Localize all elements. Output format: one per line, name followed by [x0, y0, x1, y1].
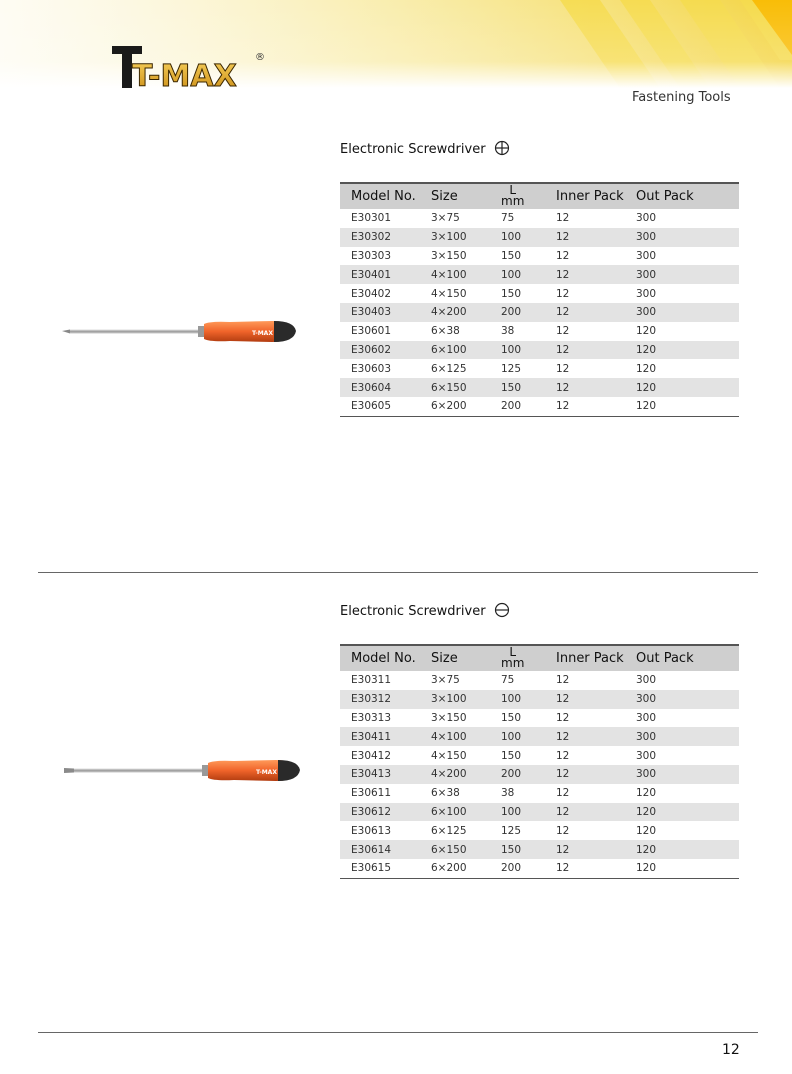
table-row [340, 378, 739, 397]
cell-size: 6×38 [431, 325, 460, 338]
slotted-icon [494, 602, 510, 618]
cell-inner: 12 [556, 212, 570, 225]
cell-model: E30412 [351, 749, 392, 762]
cell-size: 6×100 [431, 341, 501, 360]
cell-model: E30601 [351, 325, 392, 338]
table-row [340, 397, 739, 416]
cell-out: 300 [636, 765, 739, 784]
cell-inner: 12 [556, 824, 570, 837]
cell-length: 150 [501, 840, 556, 859]
table-row [340, 859, 739, 878]
cell-length: 100 [501, 690, 556, 709]
section-title-slotted: Electronic Screwdriver [340, 602, 510, 619]
cell-model: E30613 [351, 824, 392, 837]
table-row [340, 840, 739, 859]
cell-length: 200 [501, 859, 556, 878]
cell-inner: 12 [556, 803, 636, 822]
cell-size: 4×150 [431, 287, 467, 300]
col-inner: Inner Pack [556, 183, 636, 209]
table-row [340, 265, 739, 284]
table-row [340, 765, 739, 784]
slotted-screwdriver-image [62, 757, 307, 787]
cell-out: 300 [636, 228, 739, 247]
cell-inner: 12 [556, 287, 570, 300]
table-row [340, 322, 739, 341]
cell-model: E30611 [351, 787, 392, 800]
svg-text:T-MAX: T-MAX [252, 330, 273, 337]
cell-inner: 12 [556, 228, 636, 247]
col-model: Model No. [340, 183, 431, 209]
cell-size: 6×125 [431, 824, 467, 837]
spec-table-phillips [340, 182, 739, 417]
cell-inner: 12 [556, 711, 570, 724]
table-row [340, 746, 739, 765]
cell-length: 100 [501, 727, 556, 746]
cell-inner: 12 [556, 840, 636, 859]
cell-model: E30411 [340, 727, 431, 746]
svg-text:®: ® [255, 52, 265, 63]
table-row [340, 247, 739, 266]
cell-size: 4×100 [431, 727, 501, 746]
cell-size: 6×150 [431, 378, 501, 397]
cell-out: 300 [636, 690, 739, 709]
cell-size: 6×150 [431, 840, 501, 859]
cell-inner: 12 [556, 674, 570, 687]
cell-inner: 12 [556, 362, 570, 375]
cell-size: 4×100 [431, 265, 501, 284]
table-row [340, 671, 739, 690]
cell-out: 300 [636, 265, 739, 284]
cell-model: E30311 [351, 674, 392, 687]
cell-out: 120 [636, 803, 739, 822]
cell-model: E30402 [351, 287, 392, 300]
cell-size: 6×200 [431, 859, 501, 878]
table-row [340, 303, 739, 322]
cell-size: 4×150 [431, 749, 467, 762]
cell-model: E30612 [340, 803, 431, 822]
cell-inner: 12 [556, 859, 636, 878]
cell-out: 120 [636, 378, 739, 397]
cell-inner: 12 [556, 765, 636, 784]
col-length: L mm [501, 645, 556, 671]
cell-model: E30403 [340, 303, 431, 322]
cell-length: 100 [501, 265, 556, 284]
cell-inner: 12 [556, 397, 636, 416]
cell-out: 120 [636, 840, 739, 859]
cell-model: E30413 [340, 765, 431, 784]
footer-rule [38, 1032, 758, 1033]
cell-out: 120 [636, 859, 739, 878]
cell-length: 38 [501, 787, 515, 800]
col-length: L mm [501, 183, 556, 209]
cell-length: 100 [501, 341, 556, 360]
col-out: Out Pack [636, 645, 739, 671]
cell-inner: 12 [556, 749, 570, 762]
cell-inner: 12 [556, 727, 636, 746]
cell-model: E30615 [340, 859, 431, 878]
table-row [340, 784, 739, 803]
cell-model: E30303 [351, 249, 392, 262]
section-divider [38, 572, 758, 573]
cell-model: E30602 [340, 341, 431, 360]
phillips-icon [494, 140, 510, 156]
cell-length: 200 [501, 765, 556, 784]
cell-length: 75 [501, 674, 515, 687]
cell-out: 120 [636, 824, 657, 837]
cell-length: 150 [501, 749, 522, 762]
cell-length: 150 [501, 249, 522, 262]
phillips-screwdriver-image [60, 318, 305, 348]
cell-inner: 12 [556, 341, 636, 360]
cell-out: 300 [636, 711, 657, 724]
cell-out: 300 [636, 749, 657, 762]
svg-text:T-MAX: T-MAX [132, 59, 237, 92]
cell-inner: 12 [556, 249, 570, 262]
cell-inner: 12 [556, 690, 636, 709]
cell-model: E30401 [340, 265, 431, 284]
cell-inner: 12 [556, 265, 636, 284]
cell-length: 125 [501, 824, 522, 837]
table-row [340, 341, 739, 360]
cell-out: 300 [636, 303, 739, 322]
cell-length: 200 [501, 303, 556, 322]
col-size: Size [431, 645, 501, 671]
cell-model: E30605 [340, 397, 431, 416]
tmax-logo [112, 44, 272, 92]
cell-model: E30302 [340, 228, 431, 247]
table-header [340, 645, 739, 671]
table-row [340, 821, 739, 840]
cell-length: 100 [501, 228, 556, 247]
cell-out: 120 [636, 787, 657, 800]
cell-out: 120 [636, 397, 739, 416]
cell-size: 4×200 [431, 303, 501, 322]
cell-length: 150 [501, 378, 556, 397]
cell-size: 3×100 [431, 690, 501, 709]
table-row [340, 209, 739, 228]
cell-model: E30312 [340, 690, 431, 709]
table-row [340, 284, 739, 303]
cell-inner: 12 [556, 787, 570, 800]
cell-out: 300 [636, 249, 657, 262]
col-out: Out Pack [636, 183, 739, 209]
cell-out: 300 [636, 727, 739, 746]
cell-size: 3×150 [431, 249, 467, 262]
cell-out: 300 [636, 287, 657, 300]
cell-size: 6×38 [431, 787, 460, 800]
cell-size: 3×75 [431, 212, 460, 225]
cell-out: 300 [636, 212, 657, 225]
cell-size: 6×200 [431, 397, 501, 416]
cell-size: 6×125 [431, 362, 467, 375]
cell-model: E30614 [340, 840, 431, 859]
cell-inner: 12 [556, 325, 570, 338]
cell-length: 75 [501, 212, 515, 225]
col-size: Size [431, 183, 501, 209]
cell-model: E30603 [351, 362, 392, 375]
cell-out: 120 [636, 325, 657, 338]
cell-length: 150 [501, 287, 522, 300]
table-row [340, 359, 739, 378]
cell-out: 300 [636, 674, 657, 687]
section-title-phillips: Electronic Screwdriver [340, 140, 510, 157]
cell-size: 3×75 [431, 674, 460, 687]
svg-text:T-MAX: T-MAX [256, 769, 277, 776]
cell-length: 100 [501, 803, 556, 822]
cell-out: 120 [636, 341, 739, 360]
cell-inner: 12 [556, 303, 636, 322]
cell-size: 4×200 [431, 765, 501, 784]
spec-table-slotted [340, 644, 739, 879]
cell-inner: 12 [556, 378, 636, 397]
category-label: Fastening Tools [632, 90, 731, 105]
cell-size: 3×150 [431, 711, 467, 724]
table-row [340, 803, 739, 822]
cell-size: 6×100 [431, 803, 501, 822]
table-row [340, 727, 739, 746]
cell-model: E30301 [351, 212, 392, 225]
cell-length: 38 [501, 325, 515, 338]
page-number: 12 [722, 1042, 740, 1058]
cell-out: 120 [636, 362, 657, 375]
cell-length: 200 [501, 397, 556, 416]
table-row [340, 709, 739, 728]
table-row [340, 690, 739, 709]
cell-length: 150 [501, 711, 522, 724]
cell-size: 3×100 [431, 228, 501, 247]
cell-model: E30604 [340, 378, 431, 397]
table-header [340, 183, 739, 209]
col-inner: Inner Pack [556, 645, 636, 671]
col-model: Model No. [340, 645, 431, 671]
table-row [340, 228, 739, 247]
cell-length: 125 [501, 362, 522, 375]
cell-model: E30313 [351, 711, 392, 724]
